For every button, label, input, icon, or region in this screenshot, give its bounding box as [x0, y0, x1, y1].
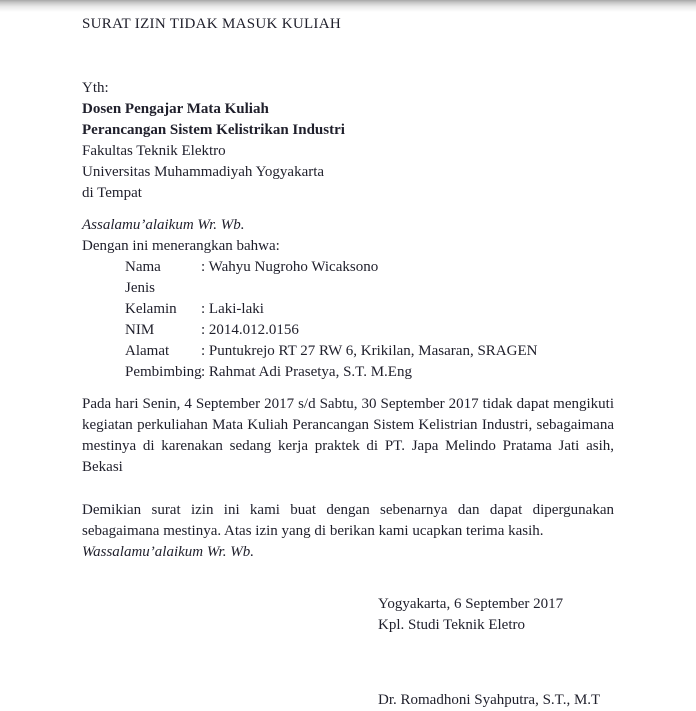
closing-greeting: Wassalamu’alaikum Wr. Wb. — [82, 544, 254, 560]
detail-separator: : — [201, 301, 209, 317]
detail-row-nama — [125, 257, 614, 278]
recipient-line-course-lecturer: Dosen Pengajar Mata Kuliah — [82, 101, 269, 117]
detail-label-nama: Nama — [125, 259, 161, 275]
detail-row-alamat — [125, 341, 614, 362]
detail-row-pembimbing — [125, 362, 614, 383]
detail-row-jenis-kelamin — [125, 278, 614, 320]
recipient-line-place: di Tempat — [82, 185, 142, 201]
detail-row-nim — [125, 320, 614, 341]
detail-value-nama: Wahyu Nugroho Wicaksono — [208, 259, 379, 275]
recipient-block — [82, 78, 614, 204]
document-title: SURAT IZIN TIDAK MASUK KULIAH — [82, 16, 341, 32]
detail-label-alamat: Alamat — [125, 343, 170, 359]
signature-place-date: Yogyakarta, 6 September 2017 — [378, 596, 564, 612]
opening-greeting: Assalamu’alaikum Wr. Wb. — [82, 217, 245, 233]
recipient-salutation: Yth: — [82, 80, 109, 96]
signature-name: Dr. Romadhoni Syahputra, S.T., M.T — [378, 692, 601, 708]
detail-separator: : — [201, 259, 209, 275]
detail-value-pembimbing: Rahmat Adi Prasetya, S.T. M.Eng — [208, 364, 412, 380]
detail-separator: : — [201, 364, 209, 380]
detail-label-nim: NIM — [125, 322, 155, 338]
recipient-line-university: Universitas Muhammadiyah Yogyakarta — [82, 164, 325, 180]
body-paragraph-closing: Demikian surat izin ini kami buat dengan sebenarnya dan dapat dipergunakan sebagaimana mestinya. Atas izin yang di berikan kami ucapkan terima kasih. — [82, 502, 614, 539]
opening-intro: Dengan ini menerangkan bahwa: — [82, 238, 280, 254]
detail-value-nim: 2014.012.0156 — [208, 322, 299, 338]
opening-block — [82, 215, 614, 257]
student-details-block — [82, 257, 614, 383]
detail-value-jenis-kelamin: Laki-laki — [208, 301, 264, 317]
recipient-line-course-name: Perancangan Sistem Kelistrikan Industri — [82, 122, 345, 138]
detail-value-alamat: Puntukrejo RT 27 RW 6, Krikilan, Masaran, SRAGEN — [208, 343, 538, 359]
detail-separator: : — [201, 322, 209, 338]
detail-label-pembimbing: Pembimbing — [125, 364, 202, 380]
signature-block — [378, 594, 614, 711]
body-paragraph-absence-period: Pada hari Senin, 4 September 2017 s/d Sabtu, 30 September 2017 tidak dapat mengikuti kegiatan perkuliahan Mata Kuliah Perancangan Sistem Kelistrian Industri, sebagaimana mestinya di karenakan sedang kerja praktek di PT. Japa Melindo Pratama Jati asih, Bekasi — [82, 396, 614, 475]
detail-label-jenis-kelamin: Jenis Kelamin — [125, 280, 177, 317]
signature-position: Kpl. Studi Teknik Eletro — [378, 617, 525, 633]
recipient-line-faculty: Fakultas Teknik Elektro — [82, 143, 226, 159]
detail-separator: : — [201, 343, 209, 359]
